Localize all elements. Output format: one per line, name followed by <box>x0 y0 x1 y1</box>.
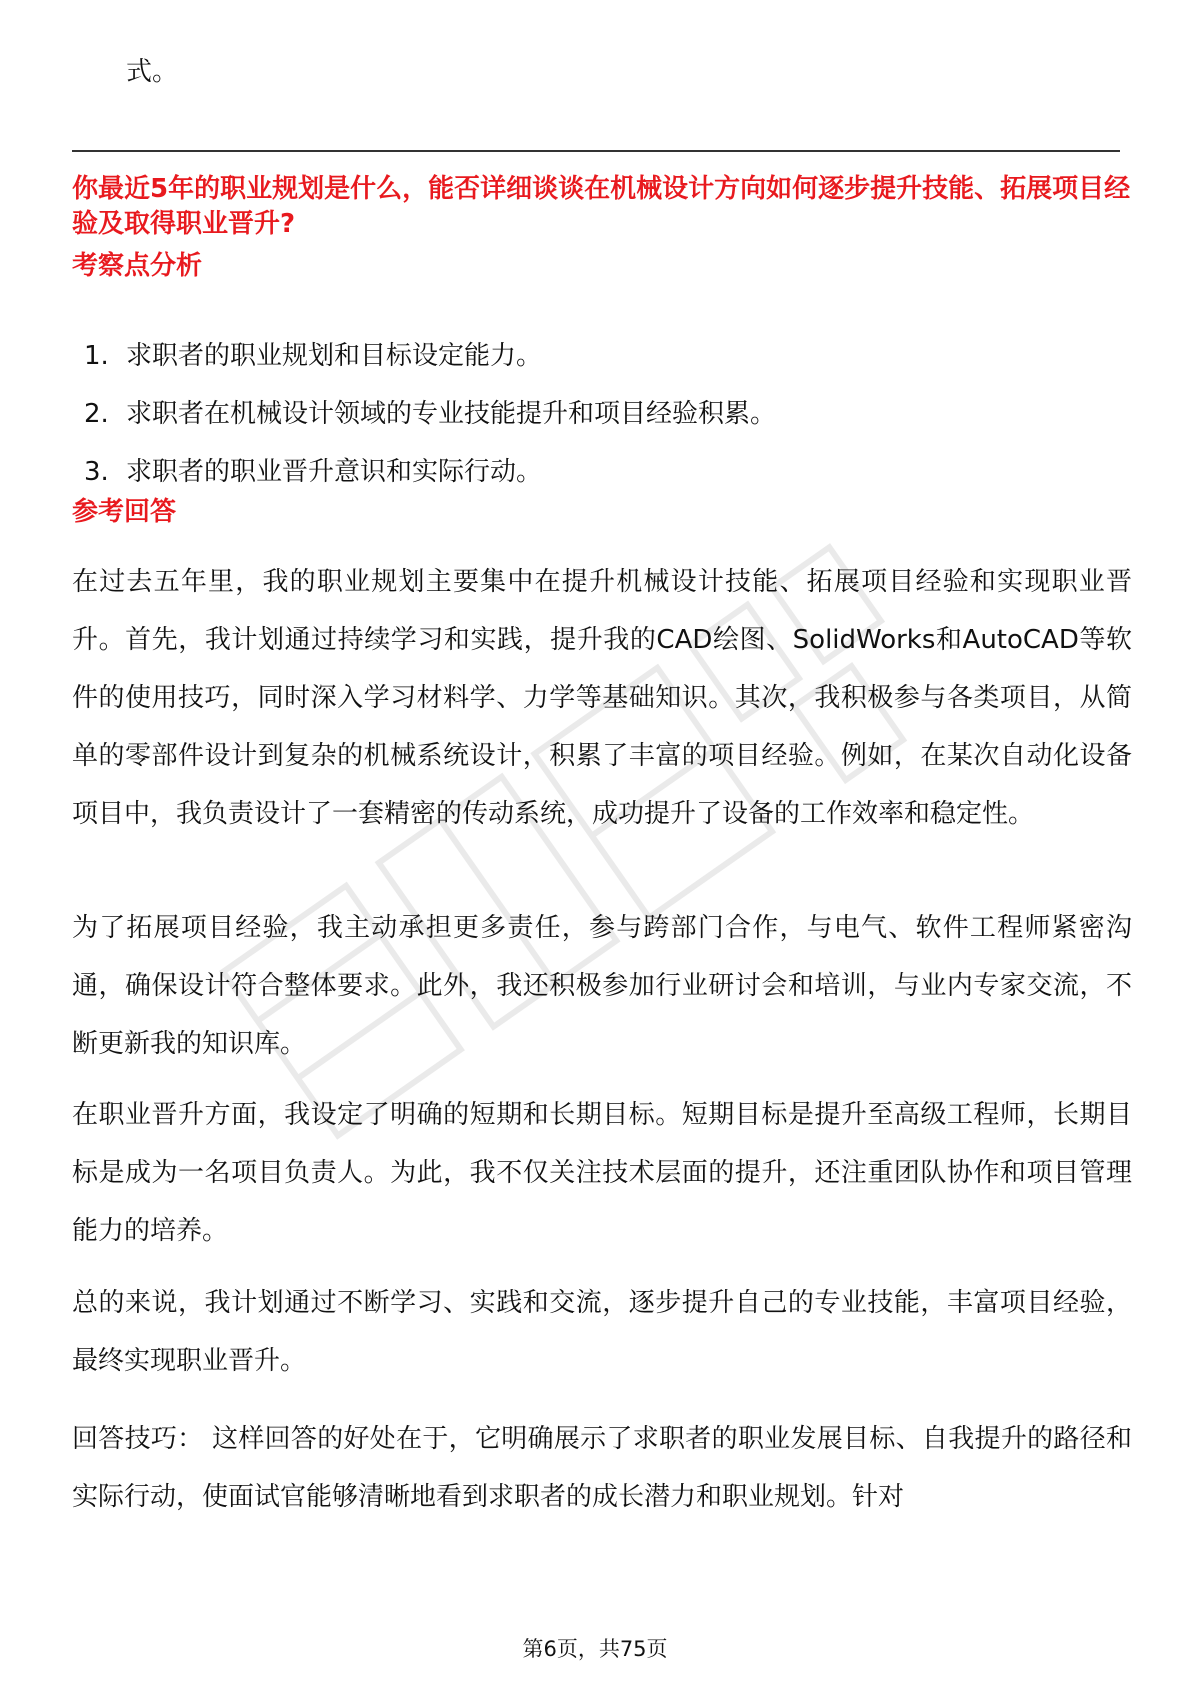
list-item-number: 1. <box>84 341 109 371</box>
analysis-points-list <box>84 336 1124 510</box>
list-item <box>84 394 1124 434</box>
section-divider <box>72 150 1120 152</box>
list-item-text: 求职者的职业规划和目标设定能力。 <box>126 341 543 371</box>
list-item-text: 求职者在机械设计领域的专业技能提升和项目经验积累。 <box>126 399 777 429</box>
answer-paragraph-3: 在职业晋升方面，我设定了明确的短期和长期目标。短期目标是提升至高级工程师，长期目标是成为一名项目负责人。为此，我不仅关注技术层面的提升，还注重团队协作和项目管理能力的培养。 <box>72 1100 1132 1246</box>
list-item-number: 3. <box>84 457 109 487</box>
answer-paragraph-1: 在过去五年里，我的职业规划主要集中在提升机械设计技能、拓展项目经验和实现职业晋升。首先，我计划通过持续学习和实践，提升我的CAD绘图、SolidWorks和AutoCAD等软件的使用技巧，同时深入学习材料学、力学等基础知识。其次，我积极参与各类项目，从简单的零部件设计到复杂的机械系统设计，积累了丰富的项目经验。例如，在某次自动化设备项目中，我负责设计了一套精密的传动系统，成功提升了设备的工作效率和稳定性。 <box>72 567 1132 829</box>
question-title: 你最近5年的职业规划是什么，能否详细谈谈在机械设计方向如何逐步提升技能、拓展项目经验及取得职业晋升? <box>72 174 1131 239</box>
list-item-number: 2. <box>84 399 109 429</box>
answer-paragraph-4: 总的来说，我计划通过不断学习、实践和交流，逐步提升自己的专业技能，丰富项目经验，最终实现职业晋升。 <box>72 1288 1132 1376</box>
list-item <box>84 452 1124 492</box>
page-number-footer: 第6页，共75页 <box>522 1637 668 1661</box>
analysis-heading: 考察点分析 <box>72 251 203 281</box>
answer-tips-paragraph: 回答技巧： 这样回答的好处在于，它明确展示了求职者的职业发展目标、自我提升的路径和实际行动，使面试官能够清晰地看到求职者的成长潜力和职业规划。针对 <box>72 1424 1132 1512</box>
answer-paragraph-2: 为了拓展项目经验，我主动承担更多责任，参与跨部门合作，与电气、软件工程师紧密沟通，确保设计符合整体要求。此外，我还积极参加行业研讨会和培训，与业内专家交流，不断更新我的知识库。 <box>72 913 1132 1059</box>
list-item <box>84 336 1124 376</box>
list-item-text: 求职者的职业晋升意识和实际行动。 <box>126 457 543 487</box>
answer-heading: 参考回答 <box>72 497 177 527</box>
carried-over-text: 式。 <box>126 57 179 87</box>
